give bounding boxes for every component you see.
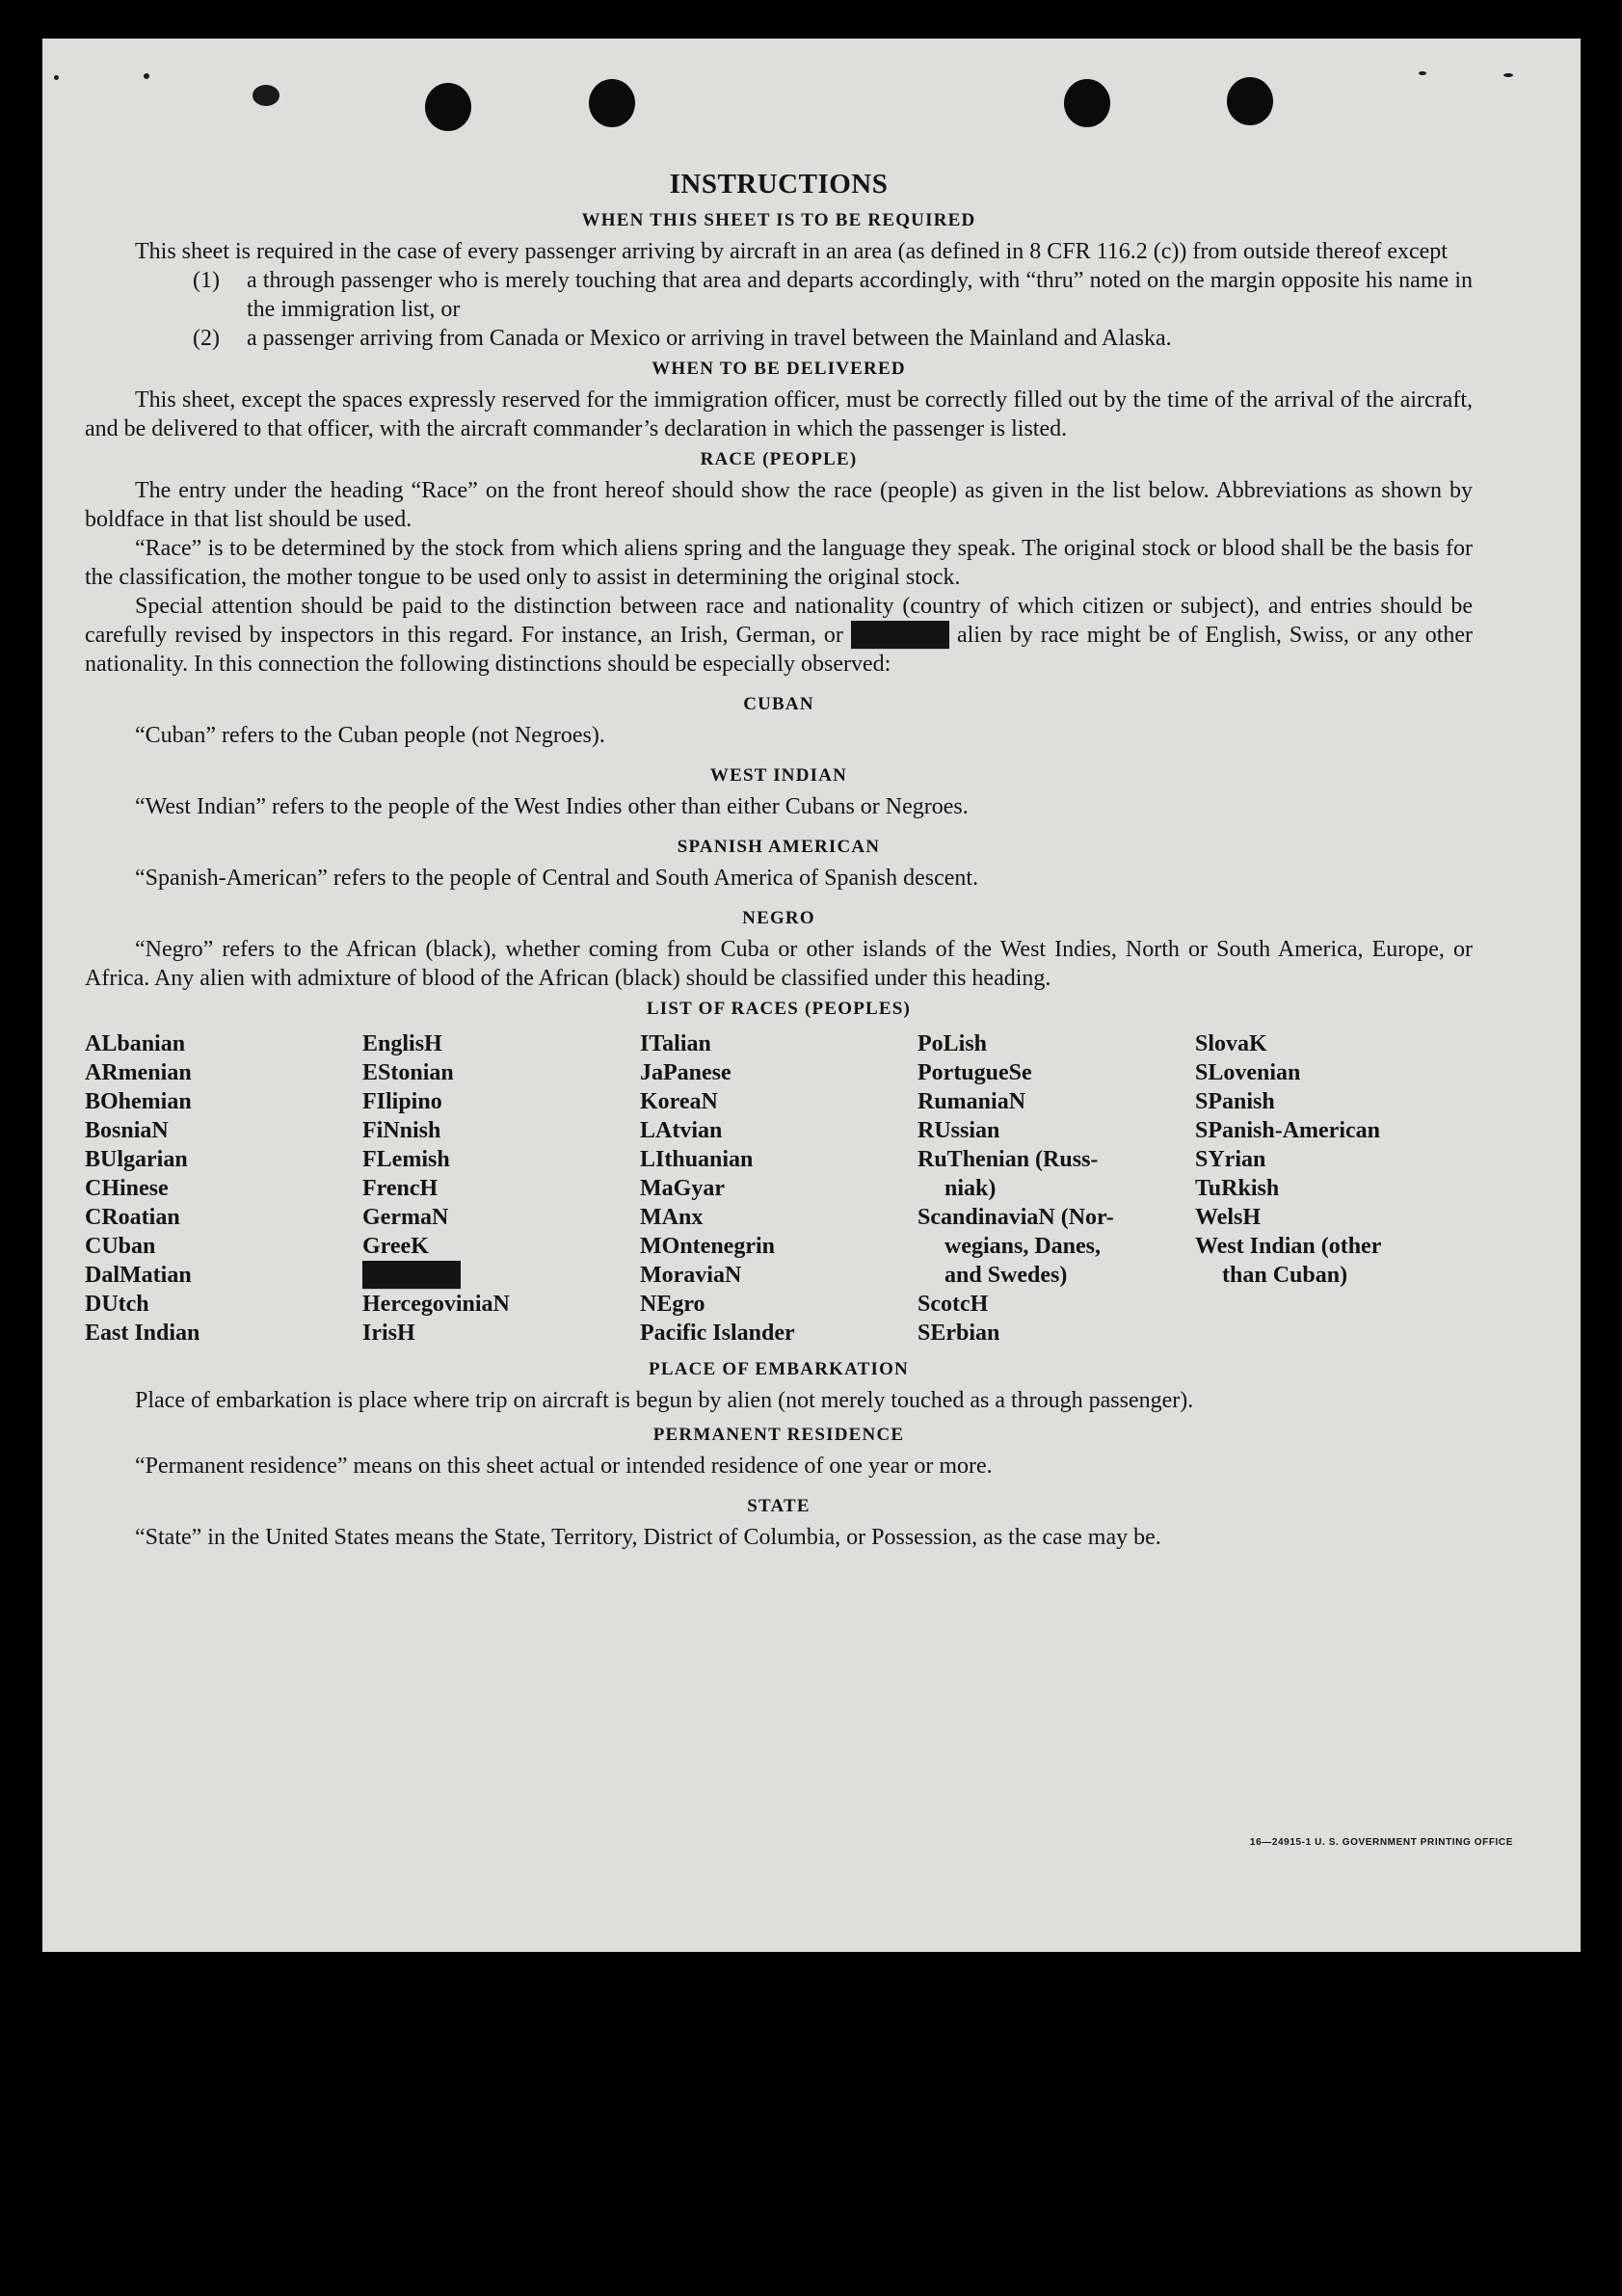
paragraph: “Race” is to be determined by the stock from which aliens spring and the language they speak. The original stock or blood shall be the basis for the classification, the mother tongue to be used only to assist in determining the original stock. — [85, 536, 1473, 590]
race-column — [640, 1029, 917, 1348]
race-item: MAnx — [640, 1205, 704, 1230]
race-item: CHinese — [85, 1176, 169, 1201]
race-item: ScotcH — [917, 1292, 989, 1317]
race-item: FIlipino — [362, 1089, 442, 1114]
section-heading: SPANISH AMERICAN — [677, 837, 881, 857]
punch-hole — [589, 79, 635, 127]
race-item-continued: wegians, Danes, — [944, 1234, 1102, 1259]
race-item: DalMatian — [85, 1263, 192, 1288]
race-list — [85, 1029, 1473, 1348]
race-item: MaGyar — [640, 1176, 725, 1201]
race-item: BUlgarian — [85, 1147, 188, 1172]
race-item: RUssian — [917, 1118, 1000, 1143]
race-item: GermaN — [362, 1205, 449, 1230]
race-item: GreeK — [362, 1234, 429, 1259]
paragraph: “Permanent residence” means on this sheet actual or intended residence of one year or more. — [135, 1454, 993, 1479]
paragraph: “Cuban” refers to the Cuban people (not Negroes). — [135, 723, 605, 748]
item-text: a through passenger who is merely touching that area and departs accordingly, with “thru” noted on the margin opposite his name in the immigration list, or — [247, 268, 1473, 322]
race-item: FrencH — [362, 1176, 439, 1201]
race-item: SPanish — [1195, 1089, 1275, 1114]
race-item: SErbian — [917, 1321, 1000, 1346]
race-item: FiNnish — [362, 1118, 441, 1143]
paragraph: “State” in the United States means the State, Territory, District of Columbia, or Possession, as the case may be. — [135, 1525, 1161, 1550]
race-item: CUban — [85, 1234, 156, 1259]
race-item: RumaniaN — [917, 1089, 1026, 1114]
numbered-item — [193, 324, 1473, 353]
race-column — [917, 1029, 1195, 1348]
paragraph: The entry under the heading “Race” on the front hereof should show the race (people) as given in the list below. Abbreviations as shown by boldface in that list should be used. — [85, 478, 1473, 532]
race-item: Pacific Islander — [640, 1321, 795, 1346]
ink-speck — [1419, 71, 1426, 75]
section-heading: CUBAN — [743, 694, 814, 714]
race-item: LIthuanian — [640, 1147, 754, 1172]
item-number: (1) — [193, 268, 220, 293]
race-item: West Indian (other — [1195, 1234, 1382, 1259]
race-item: PortugueSe — [917, 1060, 1032, 1085]
race-item-continued: niak) — [944, 1176, 997, 1201]
race-item: ██████ — [362, 1263, 462, 1288]
punch-hole — [425, 83, 471, 131]
race-item: HercegoviniaN — [362, 1292, 510, 1317]
race-item: CRoatian — [85, 1205, 180, 1230]
race-item: TuRkish — [1195, 1176, 1280, 1201]
paragraph: Place of embarkation is place where trip on aircraft is begun by alien (not merely touched as a through passenger). — [135, 1388, 1194, 1413]
item-number: (2) — [193, 326, 220, 351]
document-sheet — [42, 39, 1581, 1952]
race-item: SYrian — [1195, 1147, 1266, 1172]
race-item: JaPanese — [640, 1060, 731, 1085]
instructions-body — [85, 169, 1473, 1552]
numbered-item — [193, 266, 1473, 324]
punch-hole — [1227, 77, 1273, 125]
race-item: MoraviaN — [640, 1263, 742, 1288]
section-heading: NEGRO — [742, 908, 815, 928]
race-item: ScandinaviaN (Nor- — [917, 1205, 1114, 1230]
race-item: LAtvian — [640, 1118, 723, 1143]
section-heading: WEST INDIAN — [709, 765, 848, 786]
race-item: SlovaK — [1195, 1031, 1267, 1056]
race-item: SPanish-American — [1195, 1118, 1380, 1143]
ink-speck — [54, 75, 59, 80]
race-item: SLovenian — [1195, 1060, 1301, 1085]
race-column — [1195, 1029, 1473, 1348]
race-item: MOntenegrin — [640, 1234, 775, 1259]
paragraph: “Negro” refers to the African (black), whether coming from Cuba or other islands of the West Indies, North or South America, Europe, or Africa. Any alien with admixture of blood of the African (black) should be classified under this heading. — [85, 937, 1473, 991]
race-item: East Indian — [85, 1321, 200, 1346]
paragraph: “Spanish-American” refers to the people of Central and South America of Spanish descent. — [135, 866, 979, 891]
race-item: ALbanian — [85, 1031, 186, 1056]
page-title: INSTRUCTIONS — [669, 169, 889, 200]
paragraph: “West Indian” refers to the people of the West Indies other than either Cubans or Negroes. — [135, 794, 969, 819]
race-item: ITalian — [640, 1031, 711, 1056]
printer-imprint: 16—24915-1 U. S. GOVERNMENT PRINTING OFFICE — [1249, 1837, 1513, 1848]
race-item: RuThenian (Russ- — [917, 1147, 1099, 1172]
race-column — [85, 1029, 362, 1348]
race-item: BOhemian — [85, 1089, 192, 1114]
race-column — [362, 1029, 640, 1348]
paragraph: This sheet is required in the case of every passenger arriving by aircraft in an area (as defined in 8 CFR 116.2 (c)) from outside thereof except — [135, 239, 1448, 264]
punch-hole — [1064, 79, 1110, 127]
race-item: EnglisH — [362, 1031, 442, 1056]
paragraph: This sheet, except the spaces expressly reserved for the immigration officer, must be correctly filled out by the time of the arrival of the aircraft, and be delivered to that officer, with the aircraft commander’s declaration in which the passenger is listed. — [85, 387, 1473, 441]
race-item: DUtch — [85, 1292, 149, 1317]
section-heading: RACE (PEOPLE) — [700, 449, 858, 469]
race-item: NEgro — [640, 1292, 705, 1317]
section-heading: PLACE OF EMBARKATION — [649, 1359, 909, 1379]
race-item: FLemish — [362, 1147, 450, 1172]
race-item: IrisH — [362, 1321, 415, 1346]
ink-speck — [144, 73, 149, 79]
race-item: PoLish — [917, 1031, 988, 1056]
ink-speck — [1503, 73, 1513, 77]
race-item: ARmenian — [85, 1060, 192, 1085]
section-heading: LIST OF RACES (PEOPLES) — [646, 999, 912, 1019]
section-heading: WHEN TO BE DELIVERED — [651, 359, 906, 379]
ink-blot — [253, 85, 279, 106]
section-heading: PERMANENT RESIDENCE — [652, 1425, 905, 1445]
item-text: a passenger arriving from Canada or Mexico or arriving in travel between the Mainland and Alaska. — [247, 326, 1172, 351]
race-item-continued: than Cuban) — [1222, 1263, 1348, 1288]
section-heading: WHEN THIS SHEET IS TO BE REQUIRED — [581, 210, 976, 230]
race-item-continued: and Swedes) — [944, 1263, 1068, 1288]
race-item: KoreaN — [640, 1089, 718, 1114]
race-item: EStonian — [362, 1060, 454, 1085]
race-item: BosniaN — [85, 1118, 169, 1143]
paragraph: Special attention should be paid to the distinction between race and nationality (country of which citizen or subject), and entries should be carefully revised by inspectors in this regard. For instance, an Irish, German, or ██████ alien by race might be of English, Swiss, or any other nationality. In this connection the following distinctions should be especially observed: — [85, 594, 1473, 677]
race-item: WelsH — [1195, 1205, 1262, 1230]
section-heading: STATE — [747, 1496, 811, 1516]
